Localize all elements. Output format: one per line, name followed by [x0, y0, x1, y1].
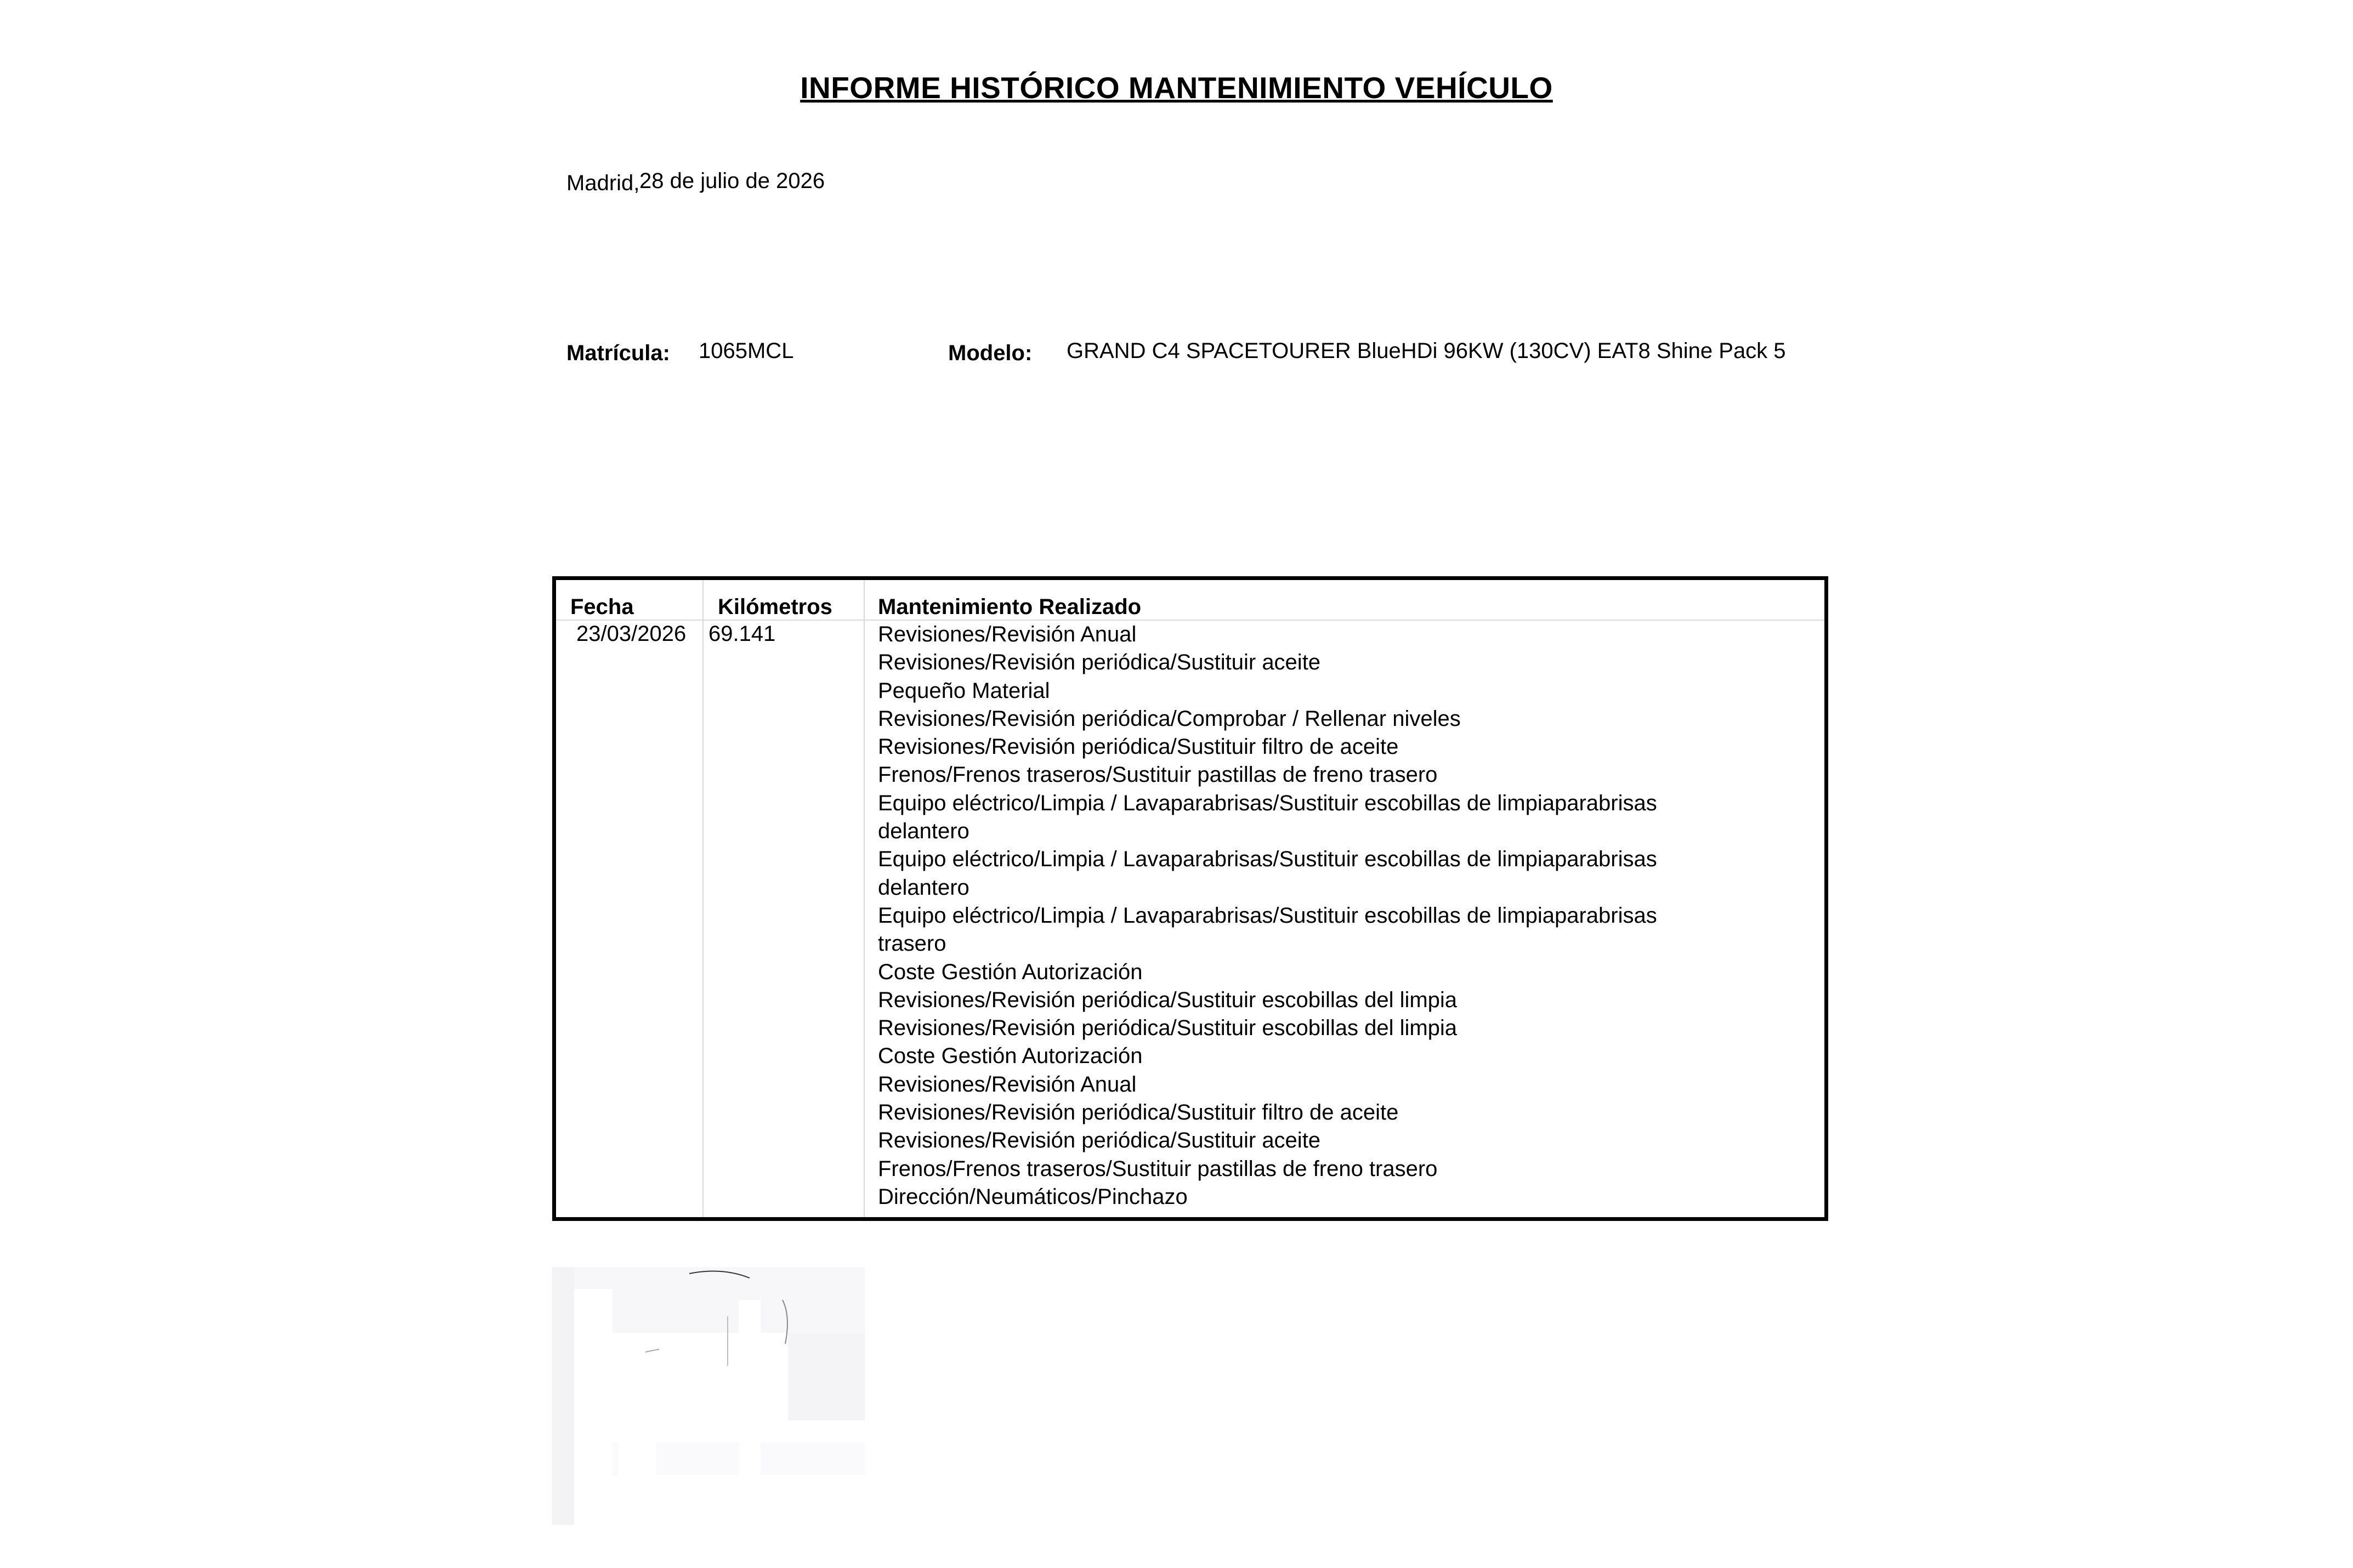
maintenance-item: Equipo eléctrico/Limpia / Lavaparabrisas/Sustituir escobillas de limpiaparabrisas: [878, 791, 1657, 815]
header-kilometros: Kilómetros: [718, 595, 832, 619]
maintenance-item: Revisiones/Revisión Anual: [878, 622, 1137, 646]
maintenance-item: Revisiones/Revisión periódica/Sustituir escobillas del limpia: [878, 1016, 1458, 1041]
model-label: Modelo:: [948, 341, 1033, 365]
report-title: INFORME HISTÓRICO MANTENIMIENTO VEHÍCULO: [800, 71, 1553, 105]
maintenance-item: Revisiones/Revisión periódica/Sustituir escobillas del limpia: [878, 987, 1458, 1012]
maintenance-item: Equipo eléctrico/Limpia / Lavaparabrisas/Sustituir escobillas de limpiaparabrisas: [878, 847, 1657, 872]
header-fecha: Fecha: [570, 595, 634, 619]
maintenance-item: Revisiones/Revisión periódica/Sustituir filtro de aceite: [878, 1100, 1399, 1125]
faded-stamp-image: [552, 1267, 865, 1525]
maintenance-item: delantero: [878, 819, 969, 844]
maintenance-item: Coste Gestión Autorización: [878, 959, 1143, 984]
maintenance-item: Frenos/Frenos traseros/Sustituir pastillas de freno trasero: [878, 1156, 1438, 1181]
row-date: 23/03/2026: [576, 622, 687, 646]
maintenance-item: Dirección/Neumáticos/Pinchazo: [878, 1184, 1188, 1209]
maintenance-item: Revisiones/Revisión periódica/Sustituir aceite: [878, 650, 1321, 675]
maintenance-item: Frenos/Frenos traseros/Sustituir pastillas de freno trasero: [878, 763, 1438, 787]
maintenance-item: Revisiones/Revisión Anual: [878, 1072, 1137, 1097]
maintenance-item: Revisiones/Revisión periódica/Sustituir aceite: [878, 1128, 1321, 1153]
header-mantenimiento: Mantenimiento Realizado: [878, 595, 1142, 619]
maintenance-item: trasero: [878, 931, 946, 956]
maintenance-item: Revisiones/Revisión periódica/Sustituir filtro de aceite: [878, 735, 1399, 759]
maintenance-item: Revisiones/Revisión periódica/Comprobar / Rellenar niveles: [878, 706, 1461, 731]
column-divider: [702, 580, 704, 1217]
row-km: 69.141: [708, 622, 776, 646]
report-date: 28 de julio de 2026: [639, 169, 825, 193]
city: Madrid,: [566, 171, 640, 195]
maintenance-table: [552, 576, 1828, 1221]
maintenance-item: Equipo eléctrico/Limpia / Lavaparabrisas/Sustituir escobillas de limpiaparabrisas: [878, 903, 1657, 928]
maintenance-item: Coste Gestión Autorización: [878, 1044, 1143, 1069]
maintenance-items-list: [878, 621, 1657, 1211]
maintenance-item: Pequeño Material: [878, 678, 1050, 703]
model-value: GRAND C4 SPACETOURER BlueHDi 96KW (130CV) EAT8 Shine Pack 5: [1067, 339, 1786, 363]
plate-value: 1065MCL: [699, 339, 794, 363]
plate-label: Matrícula:: [566, 341, 670, 365]
maintenance-item: delantero: [878, 875, 969, 900]
column-divider: [864, 580, 865, 1217]
